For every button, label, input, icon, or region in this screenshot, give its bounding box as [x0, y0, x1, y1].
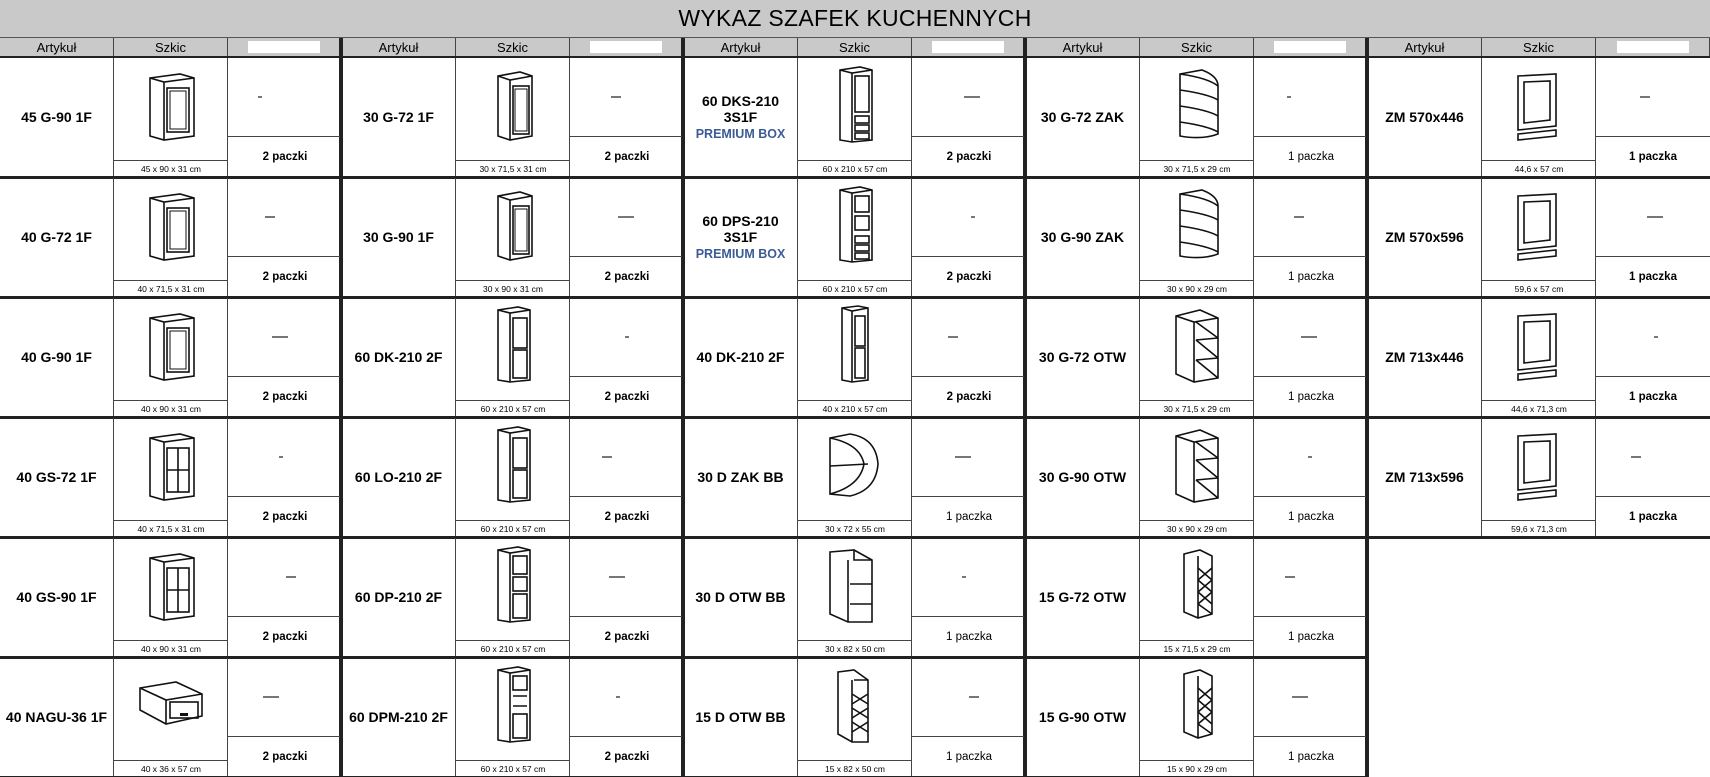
- article-code: 15 D OTW BB: [695, 709, 786, 725]
- header-packs: [570, 38, 684, 56]
- dimensions-label: 40 x 71,5 x 31 cm: [114, 280, 228, 296]
- dimensions-label: 15 x 71,5 x 29 cm: [1140, 640, 1254, 656]
- redacted-mark: [611, 96, 621, 98]
- header-redaction: [932, 41, 1004, 53]
- row-divider: [1368, 536, 1710, 539]
- article-badge: PREMIUM BOX: [695, 127, 786, 141]
- packages-cell: [1596, 418, 1710, 536]
- packages-cell: [912, 178, 1026, 296]
- packages-cell: [912, 418, 1026, 536]
- article-code: 60 LO-210 2F: [354, 469, 443, 485]
- packages-cell: [1596, 58, 1710, 176]
- header-sketch: Szkic: [1482, 38, 1596, 56]
- sketch-cell: [114, 298, 228, 416]
- packages-cell: [228, 418, 342, 536]
- article-cell: [684, 178, 798, 296]
- package-count: 1 paczka: [1254, 256, 1368, 296]
- packages-cell: [1254, 418, 1368, 536]
- sketch-cell: [456, 538, 570, 656]
- sketch-cell: [798, 538, 912, 656]
- packages-cell: [912, 298, 1026, 416]
- redacted-mark: [616, 696, 620, 698]
- header-sketch: Szkic: [114, 38, 228, 56]
- redacted-mark: [1631, 456, 1641, 458]
- redacted-mark: [1287, 96, 1291, 98]
- header-packs: [228, 38, 342, 56]
- article-cell: [1026, 178, 1140, 296]
- package-count: 2 paczki: [228, 496, 342, 536]
- packages-cell: [228, 58, 342, 176]
- packages-cell: [228, 538, 342, 656]
- sketch-cell: [1140, 418, 1254, 536]
- packages-cell: [912, 58, 1026, 176]
- redacted-mark: [962, 576, 966, 578]
- package-count: 1 paczka: [1596, 376, 1710, 416]
- redacted-mark: [272, 336, 288, 338]
- packages-cell: [1596, 298, 1710, 416]
- dimensions-label: 30 x 82 x 50 cm: [798, 640, 912, 656]
- packages-cell: [228, 658, 342, 776]
- package-count: 2 paczki: [570, 256, 684, 296]
- article-code: 15 G-72 OTW: [1038, 589, 1127, 605]
- dimensions-label: 15 x 82 x 50 cm: [798, 760, 912, 776]
- article-code: 30 G-72 1F: [363, 109, 434, 125]
- redacted-mark: [969, 696, 979, 698]
- sketch-cell: [1482, 418, 1596, 536]
- header-packs: [1596, 38, 1710, 56]
- redacted-mark: [279, 456, 283, 458]
- article-cell: [1368, 178, 1482, 296]
- redacted-mark: [1294, 216, 1304, 218]
- dimensions-label: 30 x 71,5 x 29 cm: [1140, 400, 1254, 416]
- packages-cell: [1254, 178, 1368, 296]
- header-article: Artykuł: [684, 38, 798, 56]
- article-badge: PREMIUM BOX: [695, 247, 786, 261]
- article-cell: [684, 658, 798, 776]
- article-cell: [684, 58, 798, 176]
- table-header-row: [0, 38, 1710, 58]
- article-code: 40 GS-72 1F: [16, 469, 97, 485]
- article-code: 40 GS-90 1F: [16, 589, 97, 605]
- article-cell: [684, 538, 798, 656]
- dimensions-label: 40 x 210 x 57 cm: [798, 400, 912, 416]
- dimensions-label: 30 x 90 x 29 cm: [1140, 280, 1254, 296]
- article-cell: [0, 418, 114, 536]
- package-count: 2 paczki: [228, 136, 342, 176]
- dimensions-label: 40 x 90 x 31 cm: [114, 640, 228, 656]
- dimensions-label: 15 x 90 x 29 cm: [1140, 760, 1254, 776]
- sketch-cell: [114, 58, 228, 176]
- dimensions-label: 59,6 x 71,3 cm: [1482, 520, 1596, 536]
- sketch-cell: [1482, 298, 1596, 416]
- header-redaction: [1274, 41, 1346, 53]
- article-cell: [1026, 658, 1140, 776]
- article-cell: [1026, 538, 1140, 656]
- packages-cell: [570, 178, 684, 296]
- dimensions-label: 60 x 210 x 57 cm: [798, 280, 912, 296]
- packages-cell: [570, 658, 684, 776]
- page-title: WYKAZ SZAFEK KUCHENNYCH: [0, 0, 1710, 38]
- package-count: 2 paczki: [570, 496, 684, 536]
- packages-cell: [570, 58, 684, 176]
- packages-cell: [570, 538, 684, 656]
- redacted-mark: [265, 216, 275, 218]
- header-sketch: Szkic: [456, 38, 570, 56]
- article-code: 40 DK-210 2F: [696, 349, 785, 365]
- dimensions-label: 30 x 90 x 29 cm: [1140, 520, 1254, 536]
- article-code: 45 G-90 1F: [21, 109, 92, 125]
- article-cell: [342, 58, 456, 176]
- redacted-mark: [964, 96, 980, 98]
- article-cell: [342, 298, 456, 416]
- article-cell: [342, 178, 456, 296]
- redacted-mark: [1647, 216, 1663, 218]
- sketch-cell: [1482, 58, 1596, 176]
- dimensions-label: 60 x 210 x 57 cm: [456, 400, 570, 416]
- package-count: 1 paczka: [1254, 136, 1368, 176]
- sketch-cell: [1482, 178, 1596, 296]
- redacted-mark: [1301, 336, 1317, 338]
- article-cell: [1368, 58, 1482, 176]
- package-count: 2 paczki: [228, 736, 342, 776]
- package-count: 1 paczka: [1254, 496, 1368, 536]
- dimensions-label: 60 x 210 x 57 cm: [456, 520, 570, 536]
- article-code: 60 DP-210 2F: [354, 589, 443, 605]
- redacted-mark: [955, 456, 971, 458]
- redacted-mark: [258, 96, 262, 98]
- sketch-cell: [456, 418, 570, 536]
- package-count: 1 paczka: [1596, 256, 1710, 296]
- sketch-cell: [798, 658, 912, 776]
- sketch-cell: [1140, 538, 1254, 656]
- redacted-mark: [602, 456, 612, 458]
- sketch-cell: [114, 178, 228, 296]
- packages-cell: [570, 298, 684, 416]
- dimensions-label: 60 x 210 x 57 cm: [798, 160, 912, 176]
- dimensions-label: 30 x 71,5 x 31 cm: [456, 160, 570, 176]
- dimensions-label: 45 x 90 x 31 cm: [114, 160, 228, 176]
- package-count: 2 paczki: [570, 136, 684, 176]
- redacted-mark: [1285, 576, 1295, 578]
- dimensions-label: 30 x 90 x 31 cm: [456, 280, 570, 296]
- packages-cell: [1254, 658, 1368, 776]
- package-count: 2 paczki: [228, 256, 342, 296]
- sketch-cell: [456, 658, 570, 776]
- dimensions-label: 40 x 36 x 57 cm: [114, 760, 228, 776]
- article-cell: [342, 658, 456, 776]
- dimensions-label: 30 x 71,5 x 29 cm: [1140, 160, 1254, 176]
- dimensions-label: 40 x 90 x 31 cm: [114, 400, 228, 416]
- article-cell: [684, 298, 798, 416]
- redacted-mark: [1292, 696, 1308, 698]
- dimensions-label: 59,6 x 57 cm: [1482, 280, 1596, 296]
- sketch-cell: [798, 178, 912, 296]
- package-count: 2 paczki: [228, 376, 342, 416]
- redacted-mark: [609, 576, 625, 578]
- package-count: 1 paczka: [1254, 736, 1368, 776]
- header-article: Artykuł: [1368, 38, 1482, 56]
- header-article: Artykuł: [342, 38, 456, 56]
- package-count: 2 paczki: [912, 256, 1026, 296]
- package-count: 2 paczki: [912, 136, 1026, 176]
- sketch-cell: [798, 418, 912, 536]
- article-cell: [1026, 58, 1140, 176]
- article-code: 40 G-72 1F: [21, 229, 92, 245]
- dimensions-label: 30 x 72 x 55 cm: [798, 520, 912, 536]
- dimensions-label: 44,6 x 57 cm: [1482, 160, 1596, 176]
- article-cell: [1026, 418, 1140, 536]
- package-count: 1 paczka: [1596, 136, 1710, 176]
- package-count: 1 paczka: [1254, 376, 1368, 416]
- redacted-mark: [618, 216, 634, 218]
- header-redaction: [1617, 41, 1689, 53]
- dimensions-label: 60 x 210 x 57 cm: [456, 640, 570, 656]
- article-code: 40 G-90 1F: [21, 349, 92, 365]
- sketch-cell: [456, 178, 570, 296]
- sketch-cell: [456, 58, 570, 176]
- article-cell: [1368, 418, 1482, 536]
- article-cell: [0, 538, 114, 656]
- dimensions-label: 40 x 71,5 x 31 cm: [114, 520, 228, 536]
- package-count: 1 paczka: [912, 496, 1026, 536]
- article-cell: [0, 298, 114, 416]
- package-count: 2 paczki: [228, 616, 342, 656]
- sketch-cell: [114, 418, 228, 536]
- package-count: 1 paczka: [912, 616, 1026, 656]
- redacted-mark: [1308, 456, 1312, 458]
- article-code: 30 G-90 OTW: [1038, 469, 1127, 485]
- packages-cell: [912, 538, 1026, 656]
- redacted-mark: [263, 696, 279, 698]
- article-cell: [0, 178, 114, 296]
- redacted-mark: [625, 336, 629, 338]
- sketch-cell: [1140, 178, 1254, 296]
- sketch-cell: [1140, 658, 1254, 776]
- article-code: ZM 713x596: [1385, 469, 1464, 485]
- article-code: ZM 570x596: [1385, 229, 1464, 245]
- packages-cell: [1254, 298, 1368, 416]
- packages-cell: [228, 298, 342, 416]
- package-count: 1 paczka: [1254, 616, 1368, 656]
- article-code: 30 G-72 ZAK: [1040, 109, 1125, 125]
- article-code: 60 DK-210 2F: [354, 349, 443, 365]
- article-cell: [342, 538, 456, 656]
- redacted-mark: [948, 336, 958, 338]
- redacted-mark: [1640, 96, 1650, 98]
- article-code: ZM 713x446: [1385, 349, 1464, 365]
- article-cell: [684, 418, 798, 536]
- package-count: 1 paczka: [912, 736, 1026, 776]
- article-code: ZM 570x446: [1385, 109, 1464, 125]
- article-code: 30 G-72 OTW: [1038, 349, 1127, 365]
- article-code: 60 DPM-210 2F: [349, 709, 448, 725]
- package-count: 2 paczki: [912, 376, 1026, 416]
- article-cell: [342, 418, 456, 536]
- package-count: 1 paczka: [1596, 496, 1710, 536]
- package-count: 2 paczki: [570, 736, 684, 776]
- header-sketch: Szkic: [1140, 38, 1254, 56]
- sketch-cell: [456, 298, 570, 416]
- packages-cell: [1254, 538, 1368, 656]
- dimensions-label: 60 x 210 x 57 cm: [456, 760, 570, 776]
- package-count: 2 paczki: [570, 376, 684, 416]
- redacted-mark: [1654, 336, 1658, 338]
- header-article: Artykuł: [1026, 38, 1140, 56]
- article-code: 30 D OTW BB: [695, 589, 786, 605]
- article-code: 30 G-90 ZAK: [1040, 229, 1125, 245]
- packages-cell: [1254, 58, 1368, 176]
- article-cell: [0, 58, 114, 176]
- sketch-cell: [798, 298, 912, 416]
- article-cell: [0, 658, 114, 776]
- package-count: 2 paczki: [570, 616, 684, 656]
- article-cell: [1026, 298, 1140, 416]
- packages-cell: [570, 418, 684, 536]
- packages-cell: [1596, 178, 1710, 296]
- header-article: Artykuł: [0, 38, 114, 56]
- sketch-cell: [798, 58, 912, 176]
- header-redaction: [590, 41, 662, 53]
- sketch-cell: [114, 658, 228, 776]
- article-code: 60 DPS-210 3S1F: [702, 213, 779, 245]
- header-sketch: Szkic: [798, 38, 912, 56]
- dimensions-label: 44,6 x 71,3 cm: [1482, 400, 1596, 416]
- header-packs: [1254, 38, 1368, 56]
- article-code: 15 G-90 OTW: [1038, 709, 1127, 725]
- header-packs: [912, 38, 1026, 56]
- sketch-cell: [114, 538, 228, 656]
- article-code: 30 D ZAK BB: [697, 469, 784, 485]
- article-code: 40 NAGU-36 1F: [5, 709, 108, 725]
- sketch-cell: [1140, 58, 1254, 176]
- packages-cell: [912, 658, 1026, 776]
- redacted-mark: [286, 576, 296, 578]
- article-code: 30 G-90 1F: [363, 229, 434, 245]
- packages-cell: [228, 178, 342, 296]
- header-redaction: [248, 41, 320, 53]
- article-cell: [1368, 298, 1482, 416]
- sketch-cell: [1140, 298, 1254, 416]
- redacted-mark: [971, 216, 975, 218]
- article-code: 60 DKS-210 3S1F: [701, 93, 780, 125]
